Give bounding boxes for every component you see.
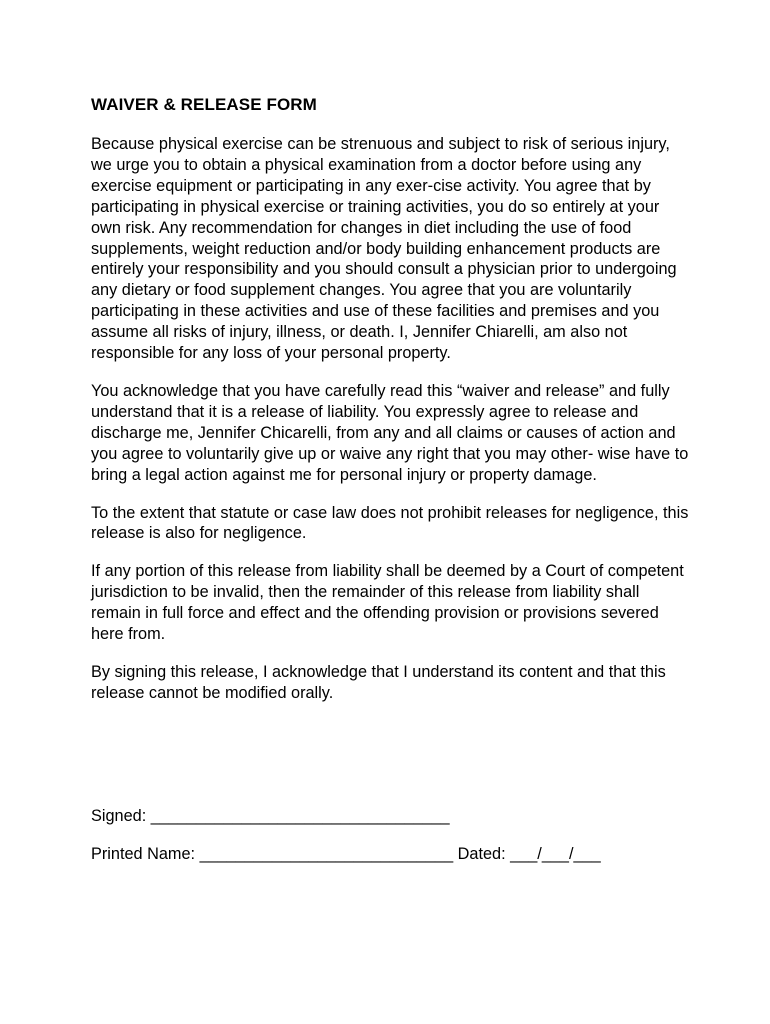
paragraph-severability: If any portion of this release from liability shall be deemed by a Court of competent jurisdiction to be invalid, then the remainder of this release from liability shall remain in full force and effect and the offending provision or provisions severed here from. [91,562,684,644]
printed-name-dated-line: Printed Name: ____________________________ Dated: ___/___/___ [91,845,601,863]
paragraph-signing-consent: By signing this release, I acknowledge that I understand its content and that this release cannot be modified orally. [91,662,666,702]
waiver-document [91,94,691,721]
document-title: WAIVER & RELEASE FORM [91,95,317,114]
signed-line: Signed: _________________________________ [91,807,450,825]
paragraph-risk: Because physical exercise can be strenuous and subject to risk of serious injury, we urge you to obtain a physical examination from a doctor before using any exercise equipment or participating in any exer-cise activity. You agree that by participating in physical exercise or training activities, you do so entirely at your own risk. Any recommendation for changes in diet including the use of food supplements, weight reduction and/or body building enhancement products are entirely your responsibility and you should consult a physician prior to undergoing any dietary or food supplement changes. You agree that you are voluntarily participating in these activities and use of these facilities and premises and you assume all risks of injury, illness, or death. I, Jennifer Chiarelli, am also not responsible for any loss of your personal property. [91,135,677,363]
signature-block [91,806,711,865]
paragraph-acknowledgement: You acknowledge that you have carefully read this “waiver and release” and fully understand that it is a release of liability. You expressly agree to release and discharge me, Jennifer Chicarelli, from any and all claims or causes of action and you agree to voluntarily give up or waive any right that you may other- wise have to bring a legal action against me for personal injury or property damage. [91,381,689,484]
paragraph-negligence: To the extent that statute or case law does not prohibit releases for negligence, this release is also for negligence. [91,503,689,543]
